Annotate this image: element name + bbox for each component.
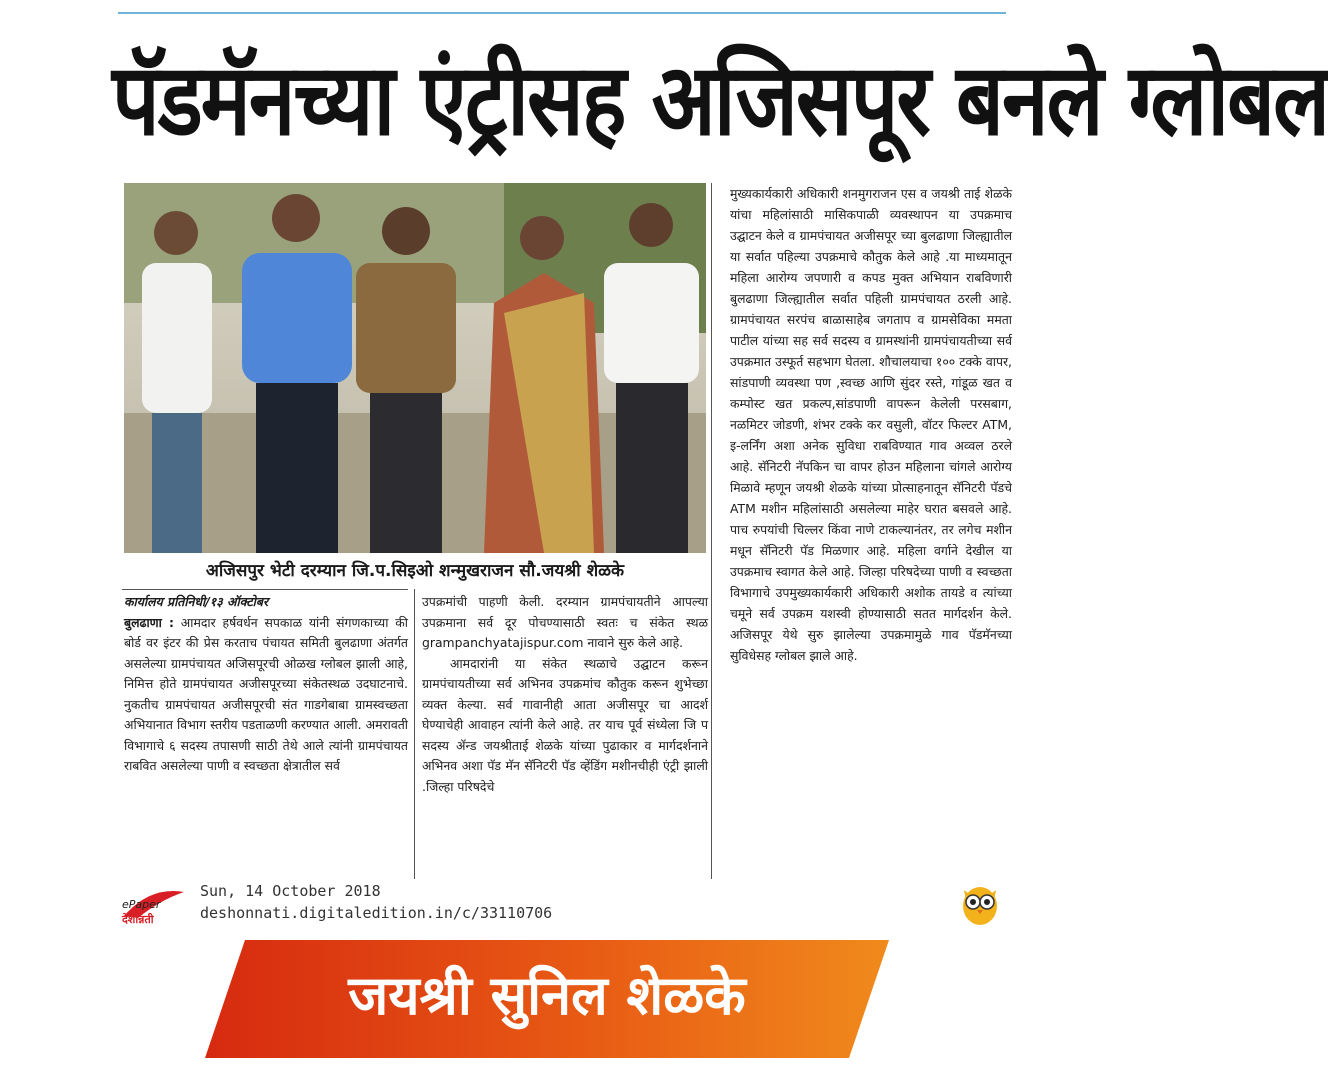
photo-caption: अजिसपुर भेटी दरम्यान जि.प.सिइओ शन्मुखराजन सौ.जयश्री शेळके	[205, 561, 625, 581]
epaper-logo-bottom: देशोन्नती	[122, 913, 154, 926]
name-banner	[205, 940, 889, 1058]
epaper-logo	[120, 886, 188, 926]
column-2-paragraph-1: उपक्रमांची पाहणी केली. दरम्यान ग्रामपंचायतीने आपल्या उपक्रमाना सर्व दूर पोचण्यासाठी स्वतः च संकेत स्थळ grampanchyatajispur.com नावाने सुरु केले आहे.	[422, 594, 708, 650]
top-rule	[118, 12, 1006, 14]
column-3	[730, 183, 1012, 877]
edition-url[interactable]: deshonnati.digitaledition.in/c/33110706	[200, 904, 553, 922]
column-2	[422, 592, 708, 876]
epaper-footer	[120, 880, 1020, 928]
banner-name: जयश्री सुनिल शेळके	[348, 964, 746, 1027]
column-divider-1	[414, 589, 415, 879]
edition-date: Sun, 14 October 2018	[200, 882, 381, 900]
column-1	[124, 592, 408, 876]
column-2-paragraph-2: आमदारांनी या संकेत स्थळाचे उद्घाटन करून ग्रामपंचायतीच्या सर्व अभिनव उपक्रमांच कौतुक करून शुभेच्छा व्यक्त केल्या. सर्व गावानीही आता अजीसपूर चा आदर्श घेण्याचेही आवाहन त्यांनी केले आहे. तर याच पूर्व संध्येला जि प सदस्य ॲन्ड जयश्रीताई शेळके यांच्या पुढाकार व मार्गदर्शनाने अभिनव अशा पॅड मॅन सॅनिटरी पॅड व्हेंडिंग मशीनचीही एंट्री झाली .जिल्हा परिषदेचे	[422, 655, 708, 794]
column-divider-2	[711, 183, 712, 879]
byline-rule	[122, 589, 408, 590]
epaper-logo-top: ePaper	[122, 898, 161, 911]
column-1-text: आमदार हर्षवर्धन सपकाळ यांनी संगणकाच्या की बोर्ड वर इंटर की प्रेस करताच पंचायत समिती बुलढाणा अंतर्गत असलेल्या ग्रामपंचायत अजिसपूरची ओळख ग्लोबल झाली आहे, निमित्त होते ग्रामपंचायत अजीसपूरच्या संकेतस्थळ उदघाटनाचे. नुकतीच ग्रामपंचायत अजीसपूरची संत गाडगेबाबा ग्रामस्वच्छता अभियानात विभाग स्तरीय पडताळणी करण्यात आली. अमरावती विभागाचे ६ सदस्य तपासणी साठी तेथे आले त्यांनी ग्रामपंचायत राबवित असलेल्या पाणी व स्वच्छता क्षेत्रातील सर्व	[124, 614, 408, 773]
column-3-paragraph: मुख्यकार्यकारी अधिकारी शनमुगराजन एस व जयश्री ताई शेळके यांचा महिलांसाठी मासिकपाळी व्यवस्थापन या उपक्रमाच उद्घाटन केले व ग्रामपंचायत अजीसपूर च्या बुलढाणा जिल्ह्यातील या सर्वात पहिल्या उपक्रमाचे कौतुक केले आहे .या माध्यमातून महिला आरोग्य जपणारी व कपड मुक्त अभियान राबविणारी बुलढाणा जिल्ह्यातील सर्वात पहिली ग्रामपंचायत ठरली आहे. ग्रामपंचायत सरपंच बाळासाहेब जगताप व ग्रामसेविका ममता पाटील यांच्या सह सर्व सदस्य व ग्रामस्थांनी ग्रामपंचायतीच्या सर्व उपक्रमात उस्फूर्त सहभाग घेतला. शौचालयाचा १०० टक्के वापर, सांडपाणी व्यवस्था पण ,स्वच्छ आणि सुंदर रस्ते, गांडूळ खत व कम्पोस्ट खत प्रकल्प,सांडपाणी वापरून केलेली परसबाग, नळमिटर जोडणी, शंभर टक्के कर वसुली, वॉटर फिल्टर ATM, इ-लर्निंग अशा अनेक सुविधा राबविण्यात गाव अव्वल ठरले आहे. सॅनिटरी नॅपकिन चा वापर होउन महिलाना चांगले आरोग्य मिळावे म्हणून जयश्री शेळके यांच्या प्रोत्साहनातून सॅनिटरी पॅडचे ATM मशीन महिलांसाठी असलेल्या माहेर घरात बसवले आहे. पाच रुपयांची चिल्लर किंवा नाणे टाकल्यानंतर, तर लगेच मशीन मधून सॅनिटरी पॅड मिळणार आहे. महिला वर्गाने देखील या उपक्रमाच स्वागत केले आहे. जिल्हा परिषदेच्या पाणी व स्वच्छता विभागाचे उपमुख्यकार्यकारी अधिकारी अशोक तायडे व त्यांच्या चमूने सर्व उपक्रम यशस्वी होण्यासाठी सतत मार्गदर्शन केले. अजिसपूर येथे सुरु झालेल्या उपक्रमामुळे गाव पॅडमॅनच्या सुविधेसह ग्लोबल झाले आहे.	[730, 186, 1012, 663]
owl-icon	[960, 880, 1000, 926]
article-photo	[124, 183, 706, 553]
article-headline: पॅडमॅनच्या एंट्रीसह अजिसपूर बनले ग्लोबल	[112, 41, 1328, 158]
column-1-paragraph	[124, 613, 408, 777]
dateline: बुलढाणा :	[124, 614, 174, 630]
byline: कार्यालय प्रतिनिधी/१३ ऑक्टोबर	[124, 594, 269, 609]
